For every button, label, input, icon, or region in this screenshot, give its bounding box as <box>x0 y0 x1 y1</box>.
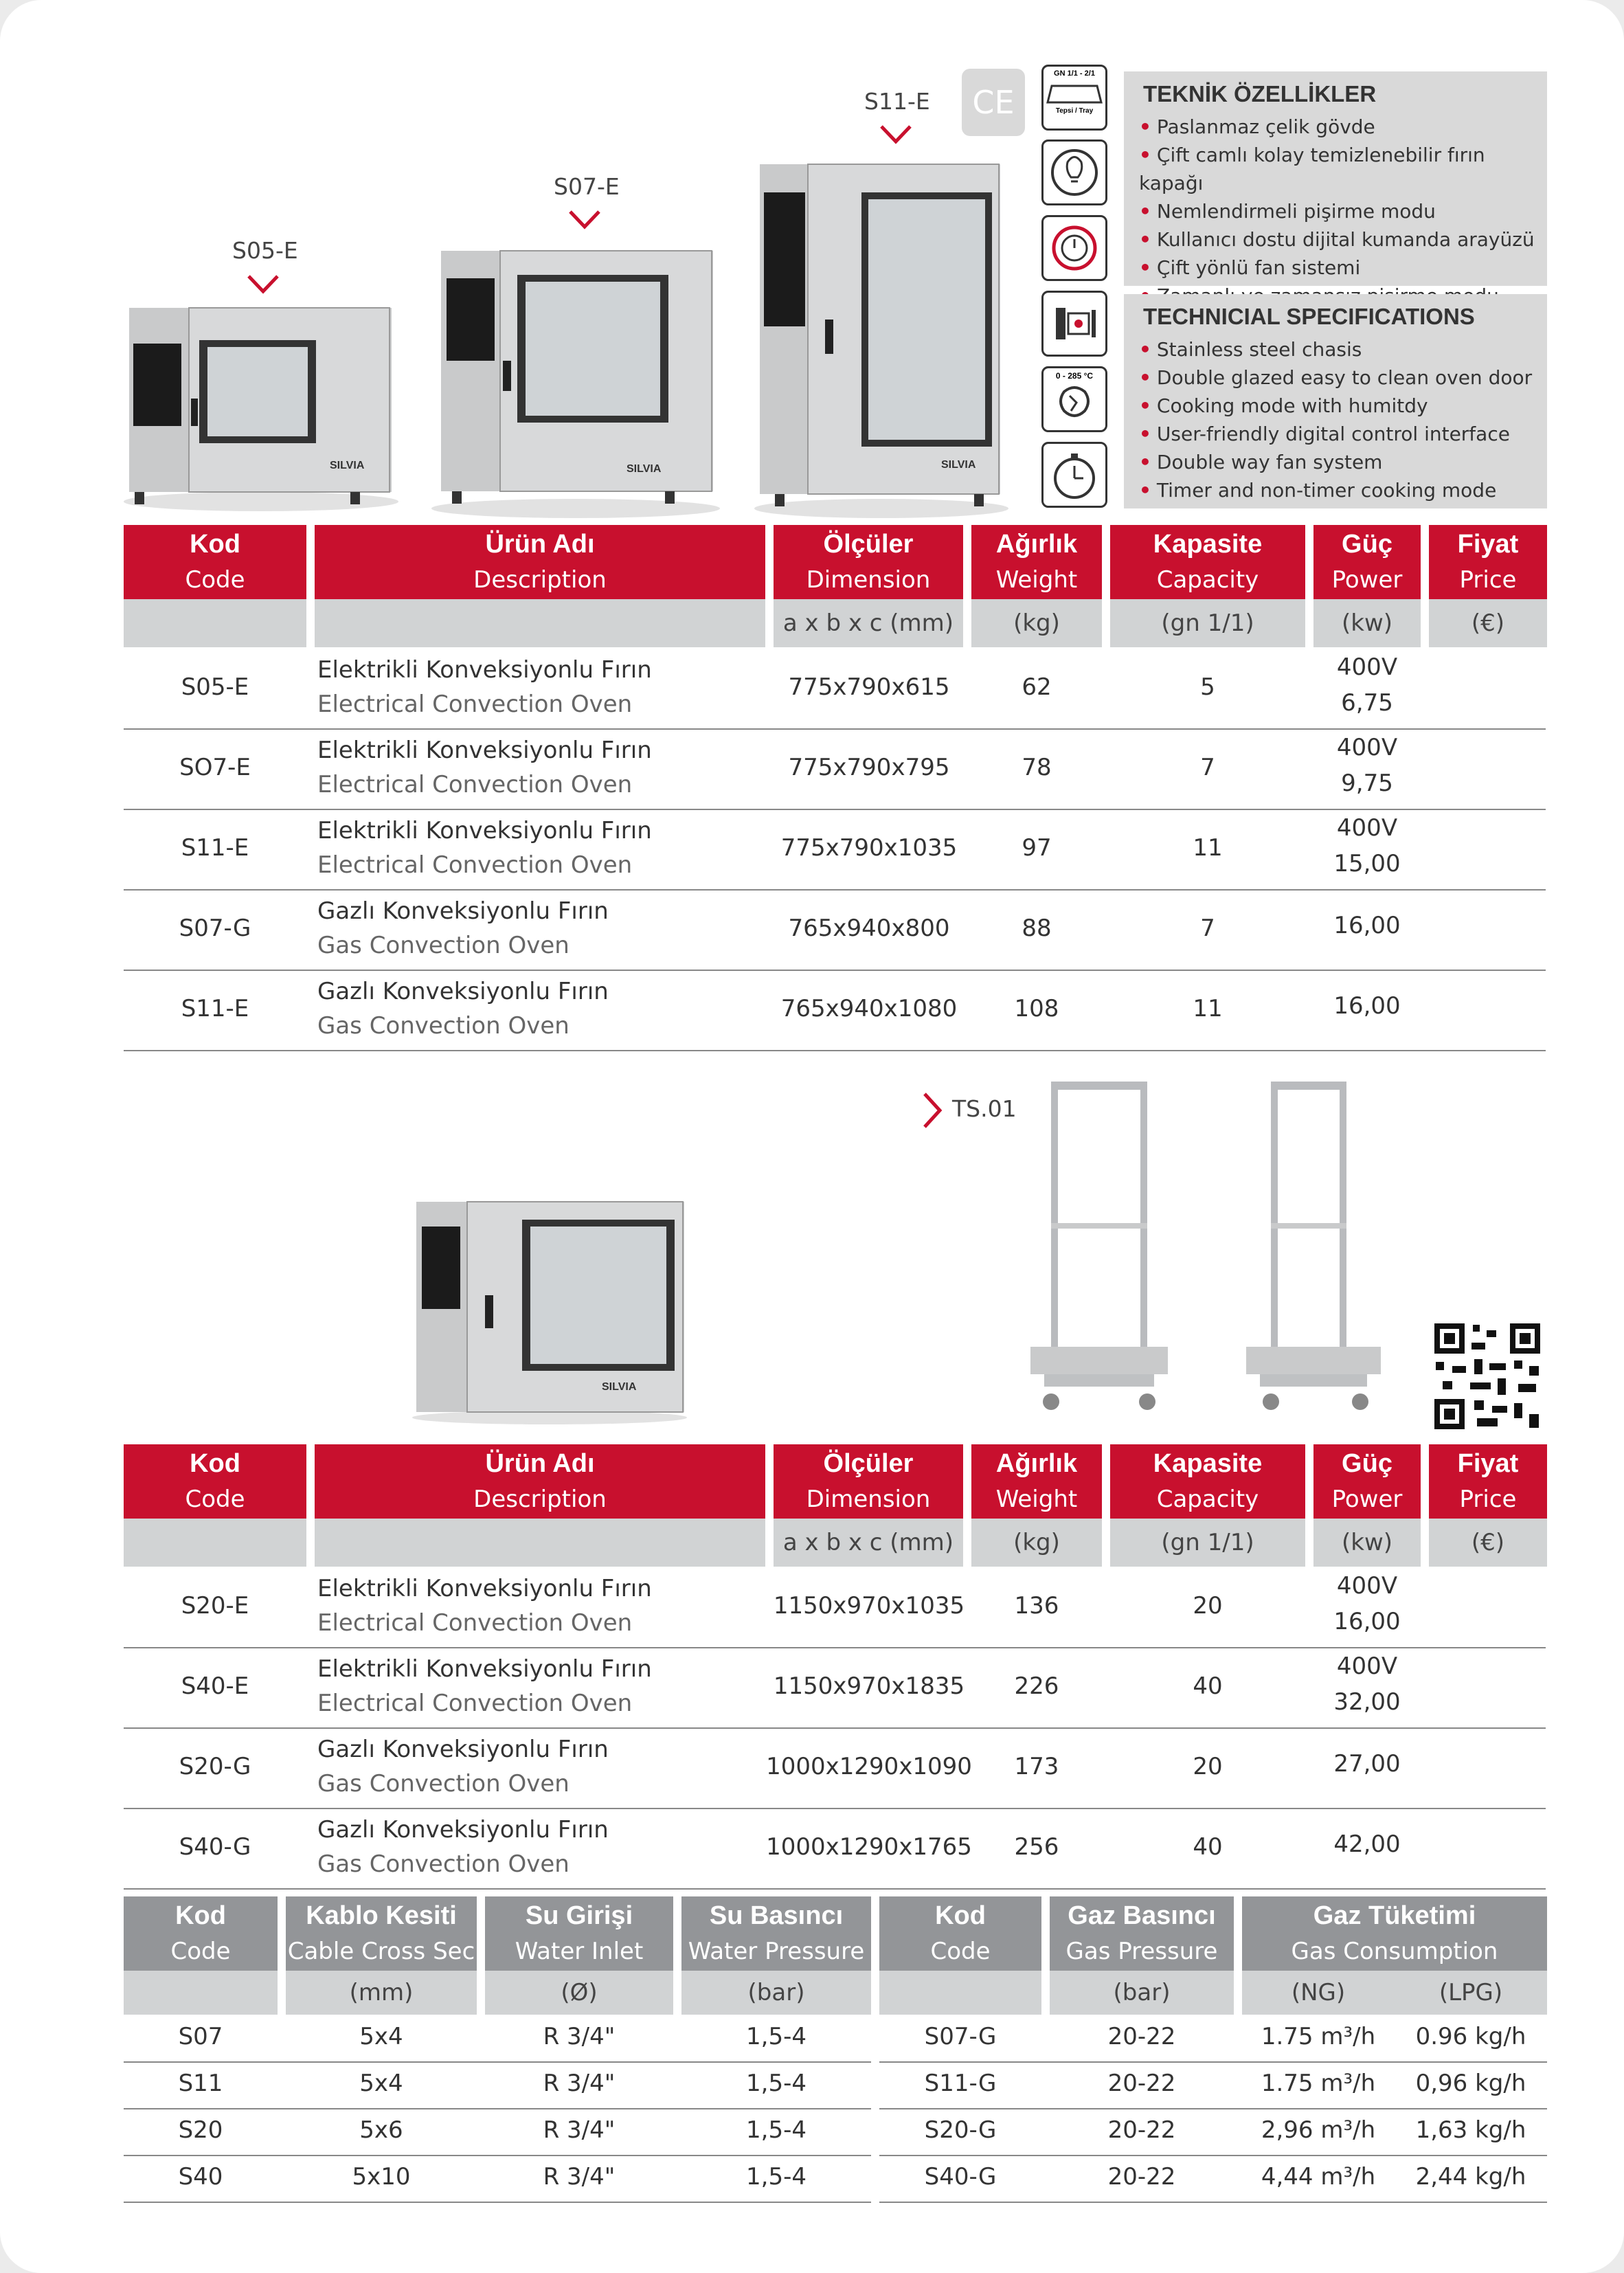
header-code-en: Code <box>185 1486 245 1513</box>
tray-icon-text2: Tepsi / Tray <box>1055 107 1094 115</box>
row-dimension: 765x940x800 <box>788 914 950 942</box>
header-price-tr: Fiyat <box>1457 1449 1519 1478</box>
elec-row-pressure: 1,5-4 <box>746 2116 807 2144</box>
gas-header-press-tr: Gaz Basıncı <box>1068 1901 1216 1930</box>
header-price <box>1429 525 1547 599</box>
spec-tr-item <box>1139 141 1547 197</box>
row-weight: 62 <box>1022 673 1052 701</box>
qr-code-icon <box>1429 1318 1546 1435</box>
row-power-kw: 9,75 <box>1341 770 1393 797</box>
gas-row-ng: 1.75 m³/h <box>1261 2070 1376 2097</box>
spec-en-item <box>1139 392 1547 420</box>
gas-row-lpg: 2,44 kg/h <box>1415 2163 1526 2191</box>
gas-header-code-unit <box>879 1971 1041 2015</box>
row-weight: 136 <box>1014 1591 1059 1620</box>
spec-en-text: Stainless steel chasis <box>1156 338 1362 361</box>
header-code <box>124 1444 306 1519</box>
label-s11: S11-E <box>864 88 930 115</box>
row-power-kw: 16,00 <box>1333 911 1401 939</box>
row-desc-tr: Gazlı Konveksiyonlu Fırın <box>317 978 609 1005</box>
oven-s07-image <box>431 237 720 519</box>
elec-row-cable: 5x4 <box>359 2023 403 2050</box>
row-dimension: 1000x1290x1090 <box>766 1752 972 1780</box>
header-cap <box>1110 1444 1305 1519</box>
gas-row-ng: 2,96 m³/h <box>1261 2116 1376 2144</box>
row-code: S11-E <box>181 994 249 1022</box>
spec-en-item <box>1139 448 1547 476</box>
bullet-icon: • <box>1139 394 1151 417</box>
elec-row-pressure: 1,5-4 <box>746 2163 807 2191</box>
header-code-en: Code <box>185 566 245 594</box>
header-power-unit: (kw) <box>1313 1519 1421 1567</box>
header-desc-tr: Ürün Adı <box>485 1449 595 1478</box>
elec-row-water: R 3/4" <box>543 2163 616 2191</box>
gas-row-code: S07-G <box>924 2023 997 2050</box>
row-code: S11-E <box>181 833 249 862</box>
row-capacity: 11 <box>1193 994 1223 1022</box>
elec-header-water-tr: Su Girişi <box>525 1901 633 1930</box>
row-power-kw: 42,00 <box>1333 1830 1401 1858</box>
row-desc-en: Gas Convection Oven <box>317 1850 569 1878</box>
row-code: S40-G <box>179 1833 251 1861</box>
gas-row-pressure: 20-22 <box>1107 2163 1176 2191</box>
row-capacity: 11 <box>1193 833 1223 862</box>
gas-header-code-en: Code <box>930 1938 991 1965</box>
header-dim-unit: a x b x c (mm) <box>774 1519 963 1567</box>
spec-tr-text: Paslanmaz çelik gövde <box>1156 115 1375 138</box>
row-desc-en: Electrical Convection Oven <box>317 1609 633 1637</box>
spec-title-tr: TEKNİK ÖZELLİKLER <box>1143 81 1377 107</box>
brand-text: SILVIA <box>602 1381 637 1393</box>
trolley-image-2 <box>1237 1079 1388 1422</box>
label-s05: S05-E <box>232 237 298 264</box>
elec-header-water-unit: (Ø) <box>485 1971 673 2015</box>
header-power <box>1313 1444 1421 1519</box>
row-desc-tr: Elektrikli Konveksiyonlu Fırın <box>317 1575 652 1602</box>
gas-row-ng: 4,44 m³/h <box>1261 2163 1376 2191</box>
elec-header-press-unit: (bar) <box>681 1971 871 2015</box>
brand-text: SILVIA <box>627 463 662 475</box>
row-power-kw: 6,75 <box>1341 689 1393 717</box>
header-desc-en: Description <box>473 1486 607 1513</box>
spec-en-text: Timer and non-timer cooking mode <box>1156 479 1497 502</box>
row-desc-en: Electrical Convection Oven <box>317 1690 633 1717</box>
elec-header-cable <box>286 1896 477 1971</box>
header-price-unit: (€) <box>1429 599 1547 647</box>
row-desc-en: Gas Convection Oven <box>317 1012 569 1040</box>
header-cap-tr: Kapasite <box>1153 530 1263 559</box>
header-code <box>124 525 306 599</box>
header-cap-en: Capacity <box>1156 1486 1259 1513</box>
timer-icon <box>1041 442 1107 508</box>
gas-row-code: S20-G <box>924 2116 997 2144</box>
elec-row-cable: 5x10 <box>352 2163 411 2191</box>
spec-en-text: Double way fan system <box>1156 451 1383 473</box>
gas-header-cons-en: Gas Consumption <box>1291 1938 1498 1965</box>
header-price-en: Price <box>1459 566 1517 594</box>
gas-unit-ng: (NG) <box>1291 1979 1346 2006</box>
row-desc-en: Gas Convection Oven <box>317 932 569 959</box>
gas-row-pressure: 20-22 <box>1107 2070 1176 2097</box>
row-power-kw: 16,00 <box>1333 992 1401 1020</box>
gas-header-press-unit: (bar) <box>1050 1971 1234 2015</box>
tray-icon-text: GN 1/1 - 2/1 <box>1054 69 1095 78</box>
header-dim-tr: Ölçüler <box>823 530 914 559</box>
header-desc-unit <box>315 1519 765 1567</box>
bullet-icon: • <box>1139 479 1151 502</box>
gas-row-lpg: 0.96 kg/h <box>1415 2023 1526 2050</box>
gas-header-press-en: Gas Pressure <box>1065 1938 1218 1965</box>
spec-en-text: Cooking mode with humitdy <box>1156 394 1428 417</box>
row-desc-en: Electrical Convection Oven <box>317 691 633 718</box>
gas-header-cons <box>1242 1896 1547 1971</box>
elec-header-cable-unit: (mm) <box>286 1971 477 2015</box>
row-desc-en: Electrical Convection Oven <box>317 771 633 798</box>
elec-row-pressure: 1,5-4 <box>746 2070 807 2097</box>
spec-box-english <box>1124 294 1547 508</box>
row-weight: 173 <box>1014 1752 1059 1780</box>
gas-header-cons-tr: Gaz Tüketimi <box>1313 1901 1476 1930</box>
brand-text: SILVIA <box>941 459 976 471</box>
elec-header-water <box>485 1896 673 1971</box>
row-power-kw: 27,00 <box>1333 1749 1401 1778</box>
elec-row-pressure: 1,5-4 <box>746 2023 807 2050</box>
elec-row-water: R 3/4" <box>543 2070 616 2097</box>
header-power-tr: Güç <box>1342 530 1392 559</box>
row-code: S40-E <box>181 1672 249 1700</box>
temp-icon-text: 0 - 285 °C <box>1055 371 1094 381</box>
spec-list-tr <box>1124 113 1547 310</box>
gas-row-code: S11-G <box>924 2070 997 2097</box>
oven-s05-image <box>124 295 398 515</box>
gas-row-code: S40-G <box>924 2163 997 2191</box>
header-dim <box>774 525 963 599</box>
elec-header-code-unit <box>124 1971 278 2015</box>
header-weight-tr: Ağırlık <box>995 530 1078 559</box>
s11-chevron-icon <box>879 124 913 146</box>
header-code-tr: Kod <box>190 1449 240 1478</box>
header-weight-unit: (kg) <box>971 599 1102 647</box>
gas-row-lpg: 0,96 kg/h <box>1415 2070 1526 2097</box>
spec-en-item <box>1139 420 1547 448</box>
header-dim-unit: a x b x c (mm) <box>774 599 963 647</box>
row-capacity: 40 <box>1193 1672 1223 1700</box>
s07-chevron-icon <box>567 209 602 231</box>
header-power-unit: (kw) <box>1313 599 1421 647</box>
bullet-icon: • <box>1139 144 1151 166</box>
spec-tr-item <box>1139 197 1547 225</box>
row-dimension: 1150x970x1035 <box>773 1591 965 1620</box>
row-weight: 78 <box>1022 753 1052 781</box>
header-price-tr: Fiyat <box>1457 530 1519 559</box>
header-power-en: Power <box>1331 566 1403 594</box>
tray-icon <box>1041 65 1107 131</box>
header-power-en: Power <box>1331 1486 1403 1513</box>
gas-header-code <box>879 1896 1041 1971</box>
row-weight: 226 <box>1014 1672 1059 1700</box>
row-dimension: 1150x970x1835 <box>773 1672 965 1700</box>
header-desc <box>315 1444 765 1519</box>
header-weight-en: Weight <box>995 1486 1078 1513</box>
header-desc-tr: Ürün Adı <box>485 530 595 559</box>
row-dimension: 1000x1290x1765 <box>766 1833 972 1861</box>
row-desc-tr: Gazlı Konveksiyonlu Fırın <box>317 1736 609 1763</box>
label-s07: S07-E <box>554 173 620 200</box>
elec-header-cable-tr: Kablo Kesiti <box>306 1901 457 1930</box>
row-power-voltage: 400V <box>1336 734 1398 761</box>
header-cap-unit: (gn 1/1) <box>1110 1519 1305 1567</box>
elec-header-cable-en: Cable Cross Sec <box>287 1938 475 1965</box>
gas-unit-lpg: (LPG) <box>1439 1979 1503 2006</box>
header-price-unit: (€) <box>1429 1519 1547 1567</box>
row-desc-tr: Gazlı Konveksiyonlu Fırın <box>317 1816 609 1844</box>
brand-text: SILVIA <box>330 460 365 471</box>
elec-header-code <box>124 1896 278 1971</box>
spec-tr-text: Çift camlı kolay temizlenebilir fırın kapağı <box>1139 144 1485 194</box>
spec-tr-text: Kullanıcı dostu dijital kumanda arayüzü <box>1156 228 1535 251</box>
spec-tr-item <box>1139 254 1547 282</box>
elec-row-water: R 3/4" <box>543 2116 616 2144</box>
header-weight <box>971 1444 1102 1519</box>
row-code: S07-G <box>179 914 251 942</box>
gas-header-code-tr: Kod <box>935 1901 986 1930</box>
elec-row-cable: 5x4 <box>359 2070 403 2097</box>
spec-en-item <box>1139 476 1547 504</box>
row-desc-tr: Gazlı Konveksiyonlu Fırın <box>317 897 609 925</box>
header-dim-en: Dimension <box>806 1486 931 1513</box>
row-desc-en: Electrical Convection Oven <box>317 851 633 879</box>
row-power-voltage: 400V <box>1336 653 1398 681</box>
row-weight: 108 <box>1014 994 1059 1022</box>
label-ts01: TS.01 <box>952 1095 1017 1122</box>
header-desc <box>315 525 765 599</box>
row-dimension: 775x790x795 <box>788 753 950 781</box>
header-dim <box>774 1444 963 1519</box>
elec-header-press-tr: Su Basıncı <box>709 1901 844 1930</box>
header-weight <box>971 525 1102 599</box>
row-code: S20-E <box>181 1591 249 1620</box>
row-capacity: 20 <box>1193 1752 1223 1780</box>
spec-list-en <box>1124 335 1547 504</box>
bullet-icon: • <box>1139 115 1151 138</box>
fan-direction-icon <box>1041 215 1107 281</box>
elec-header-press <box>681 1896 871 1971</box>
bullet-icon: • <box>1139 451 1151 473</box>
row-desc-tr: Elektrikli Konveksiyonlu Fırın <box>317 656 652 684</box>
row-code: S20-G <box>179 1752 251 1780</box>
oven-s11-image <box>754 155 1008 519</box>
header-cap-en: Capacity <box>1156 566 1259 594</box>
row-desc-tr: Elektrikli Konveksiyonlu Fırın <box>317 817 652 844</box>
gas-row-lpg: 1,63 kg/h <box>1415 2116 1526 2144</box>
elec-row-water: R 3/4" <box>543 2023 616 2050</box>
header-desc-unit <box>315 599 765 647</box>
row-weight: 97 <box>1022 833 1052 862</box>
fan-heater-icon <box>1041 291 1107 357</box>
spec-tr-item <box>1139 113 1547 141</box>
row-power-voltage: 400V <box>1336 1572 1398 1600</box>
row-desc-tr: Elektrikli Konveksiyonlu Fırın <box>317 737 652 764</box>
gas-header-cons-unit <box>1242 1971 1547 2015</box>
elec-row-cable: 5x6 <box>359 2116 403 2144</box>
row-desc-en: Gas Convection Oven <box>317 1770 569 1798</box>
elec-row-code: S40 <box>178 2163 223 2191</box>
header-code-tr: Kod <box>190 530 240 559</box>
ts01-chevron-icon <box>921 1091 945 1130</box>
header-dim-tr: Ölçüler <box>823 1449 914 1478</box>
elec-row-code: S20 <box>178 2116 223 2144</box>
row-capacity: 20 <box>1193 1591 1223 1620</box>
header-power <box>1313 525 1421 599</box>
elec-header-code-en: Code <box>170 1938 231 1965</box>
spec-en-text: Double glazed easy to clean oven door <box>1156 366 1533 389</box>
trolley-image-1 <box>1024 1079 1175 1422</box>
bullet-icon: • <box>1139 256 1151 279</box>
elec-header-code-tr: Kod <box>175 1901 226 1930</box>
temperature-icon <box>1041 366 1107 432</box>
row-dimension: 765x940x1080 <box>780 994 958 1022</box>
row-capacity: 7 <box>1200 914 1215 942</box>
gas-row-pressure: 20-22 <box>1107 2116 1176 2144</box>
row-desc-tr: Elektrikli Konveksiyonlu Fırın <box>317 1655 652 1683</box>
spec-en-item <box>1139 335 1547 363</box>
row-power-kw: 15,00 <box>1333 850 1401 877</box>
row-code: S05-E <box>181 673 249 701</box>
gas-header-press <box>1050 1896 1234 1971</box>
row-code: SO7-E <box>179 753 251 781</box>
elec-header-water-en: Water Inlet <box>515 1938 644 1965</box>
row-weight: 256 <box>1014 1833 1059 1861</box>
row-power-kw: 32,00 <box>1333 1688 1401 1716</box>
header-desc-en: Description <box>473 566 607 594</box>
gas-row-pressure: 20-22 <box>1107 2023 1176 2050</box>
row-power-kw: 16,00 <box>1333 1608 1401 1635</box>
row-dimension: 775x790x615 <box>788 673 950 701</box>
bullet-icon: • <box>1139 423 1151 445</box>
bullet-icon: • <box>1139 200 1151 223</box>
bullet-icon: • <box>1139 366 1151 389</box>
header-code-unit <box>124 599 306 647</box>
row-weight: 88 <box>1022 914 1052 942</box>
header-power-tr: Güç <box>1342 1449 1392 1478</box>
header-weight-en: Weight <box>995 566 1078 594</box>
header-weight-unit: (kg) <box>971 1519 1102 1567</box>
row-capacity: 7 <box>1200 753 1215 781</box>
header-cap-unit: (gn 1/1) <box>1110 599 1305 647</box>
elec-row-code: S11 <box>178 2070 223 2097</box>
elec-row-code: S07 <box>178 2023 223 2050</box>
row-capacity: 5 <box>1200 673 1215 701</box>
spec-tr-text: Çift yönlü fan sistemi <box>1156 256 1361 279</box>
header-weight-tr: Ağırlık <box>995 1449 1078 1478</box>
spec-title-en: TECHNICIAL SPECIFICATIONS <box>1143 304 1475 329</box>
header-dim-en: Dimension <box>806 566 931 594</box>
header-price <box>1429 1444 1547 1519</box>
header-cap <box>1110 525 1305 599</box>
ce-mark-icon: CE <box>962 69 1025 136</box>
row-capacity: 40 <box>1193 1833 1223 1861</box>
spec-box-turkish <box>1124 71 1547 286</box>
bullet-icon: • <box>1139 228 1151 251</box>
spec-tr-text: Nemlendirmeli pişirme modu <box>1156 200 1436 223</box>
oven-s20-image <box>412 1199 687 1426</box>
header-price-en: Price <box>1459 1486 1517 1513</box>
elec-header-press-en: Water Pressure <box>688 1938 865 1965</box>
header-cap-tr: Kapasite <box>1153 1449 1263 1478</box>
spec-en-item <box>1139 363 1547 392</box>
bullet-icon: • <box>1139 338 1151 361</box>
lamp-icon <box>1041 139 1107 205</box>
spec-en-text: User-friendly digital control interface <box>1156 423 1510 445</box>
row-power-voltage: 400V <box>1336 814 1398 842</box>
gas-row-ng: 1.75 m³/h <box>1261 2023 1376 2050</box>
s05-chevron-icon <box>246 273 280 295</box>
spec-tr-item <box>1139 225 1547 254</box>
header-code-unit <box>124 1519 306 1567</box>
row-dimension: 775x790x1035 <box>780 833 958 862</box>
row-power-voltage: 400V <box>1336 1653 1398 1680</box>
